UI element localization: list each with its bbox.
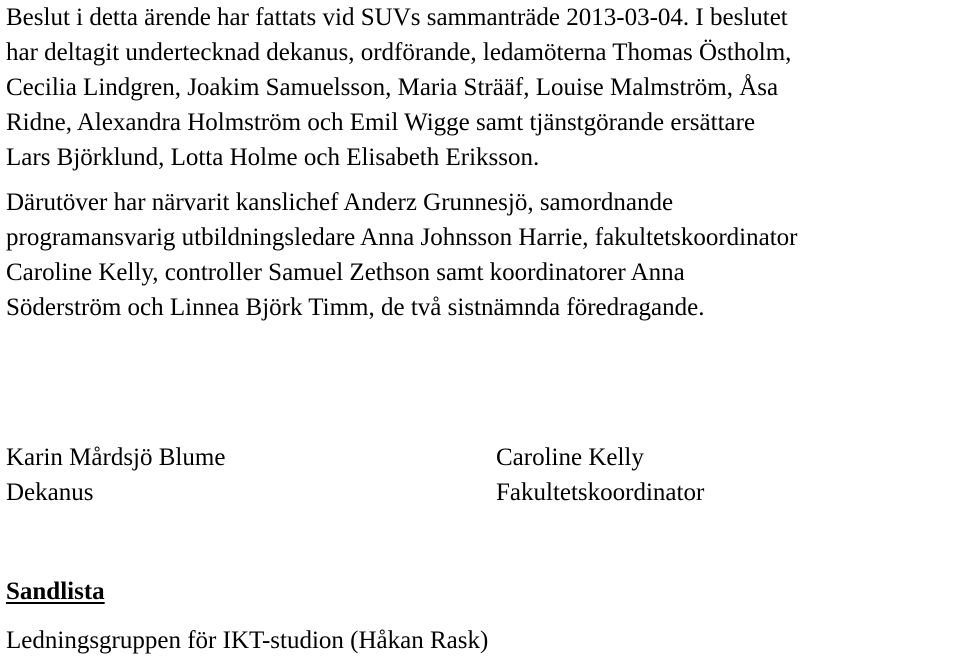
signatory-name: Karin Mårdsjö Blume: [6, 444, 226, 471]
signatory-name: Caroline Kelly: [496, 444, 644, 471]
signatory-title: Fakultetskoordinator: [496, 479, 705, 506]
distribution-heading: Sandlista: [6, 578, 105, 605]
paragraph-line: Därutöver har närvarit kanslichef Anderz Grunnesjö, samordnande: [6, 189, 674, 216]
paragraph-line: Cecilia Lindgren, Joakim Samuelsson, Maria Strääf, Louise Malmström, Åsa: [6, 74, 779, 101]
paragraph-line: Söderström och Linnea Björk Timm, de två sistnämnda föredragande.: [6, 294, 705, 321]
paragraph-line: Caroline Kelly, controller Samuel Zethson samt koordinatorer Anna: [6, 259, 685, 286]
paragraph-line: programansvarig utbildningsledare Anna Johnsson Harrie, fakultetskoordinator: [6, 224, 798, 251]
distribution-list-item: Ledningsgruppen för IKT-studion (Håkan Rask): [6, 627, 489, 654]
paragraph-line: Ridne, Alexandra Holmström och Emil Wigge samt tjänstgörande ersättare: [6, 109, 756, 136]
signature-block: [6, 440, 956, 512]
signature-coordinator: [496, 440, 704, 510]
signature-dean: [6, 440, 225, 510]
attendance-paragraph: [6, 185, 797, 325]
paragraph-line: har deltagit undertecknad dekanus, ordförande, ledamöterna Thomas Östholm,: [6, 39, 792, 66]
decision-paragraph: [6, 0, 791, 175]
paragraph-line: Beslut i detta ärende har fattats vid SUVs sammanträde 2013-03-04. I beslutet: [6, 4, 788, 31]
signatory-title: Dekanus: [6, 479, 94, 506]
paragraph-line: Lars Björklund, Lotta Holme och Elisabeth Eriksson.: [6, 144, 540, 171]
